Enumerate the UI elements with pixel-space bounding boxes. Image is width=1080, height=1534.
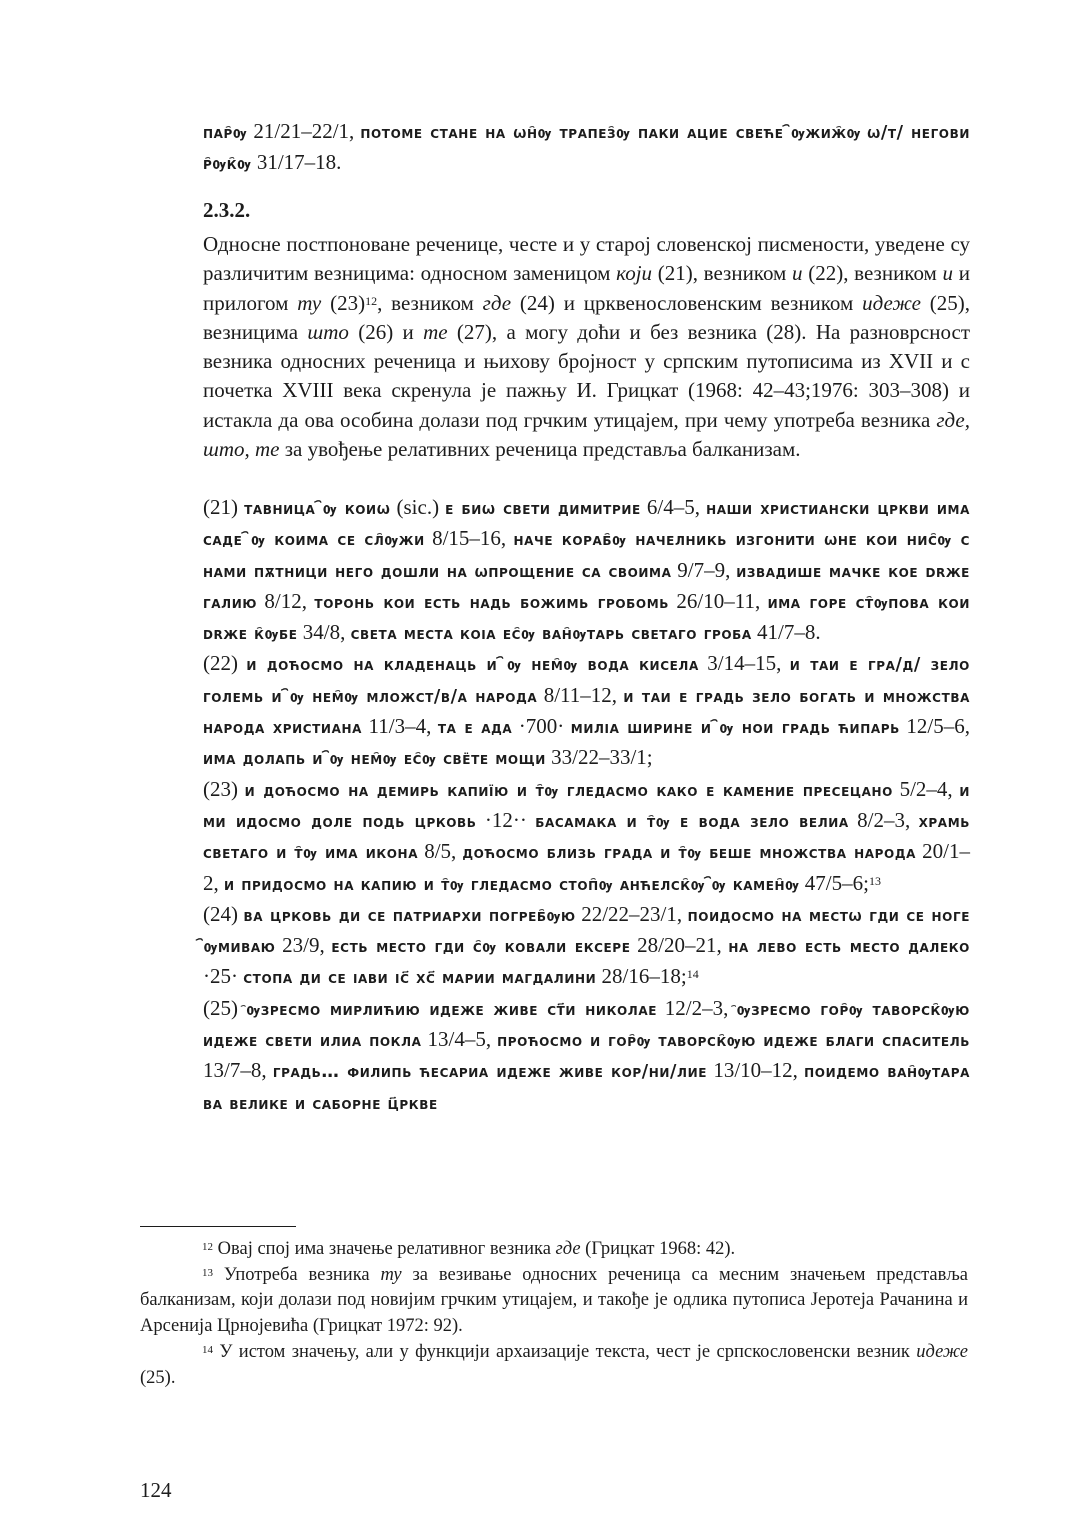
footnote-ref-13: 13 (868, 873, 881, 888)
footnote-ref-14: 14 (686, 967, 699, 982)
example-23: (23) и доћосмо на демирь капиïю и т҄ѹ гледасмо како е камение пресецано 5/2–4, и ми идосмо доле подь црковь ·12·· басамака и т҄ѹ е вода зело велиа 8/2–3, храмь светаго и т҄ѹ има икона 8/5, доћосмо близь града и т҄ѹ беше множства народа 20/1–2, и придосмо на капию и т҄ѹ гледасмо стоп҄ѹ анћелск҄ѹ ҄ѹ камен҄ѹ 47/5–6;$^{13}$ (203, 776, 970, 895)
footnote-13: $^{13}$ Употреба везника ту за везивање односних реченица са месним значењем представља балканизам, који долази под новијим грчким утицајем, и такође је одлика путописа Јеротеја Рачанина и Арсенија Црнојевића (Грицкат 1972: 92). (140, 1264, 968, 1337)
page-number: 124 (140, 1478, 172, 1502)
footnotes (140, 1237, 968, 1391)
body-paragraph: Односне постпоноване реченице, честе и у старој словенској писмености, уведене су различитим везницима: односном заменицом који (21), везником и (22), везником и и прилогом ту $(23)^{12}$, везником где (24) и црквенословенским везником идеже (25), везницима што (26) и те (27), а могу доћи и без везника (28). На разноврсност везника односних реченица и њихову бројност у српским путописима из XVII и с почетка XVIII века скренула је пажњу И. Грицкат (1968: 42–43;1976: 303–308) и истакла да ова особина долази под грчким утицајем, при чему употреба везника где, што, те за увођење релативних реченица представља балканизам. (203, 232, 970, 462)
section-heading: 2.3.2. (203, 198, 251, 222)
footnote-ref-12: 12 (365, 293, 378, 308)
example-21: (21) тавница ҄ѹ коиѡ (sic.) е биѡ свети димитрие 6/4–5, наши христиански цркви има саде ҄ѹ коима се сл҄ѹжи 8/15–16, наче кораб҄ѹ начелникь изгонити ѡне кои нис҄ѹ с нами пѫтници него дошли на ѡпрощение са своима 9/7–9, извадише мачке кое drже галию 8/12, торонь кои есть надь божимь гробомь 26/10–11, има горе ст҄ѹпова кои drже к҄ѹбе 34/8, света места коıа ес҄ѹ ван҄ѹтарь светаго гроба 41/7–8. (203, 495, 970, 645)
examples-list (203, 493, 970, 1119)
footnote-12: $^{12}$ Овај спој има значење релативног везника где (Грицкат 1968: 42). (202, 1239, 736, 1259)
example-22: (22) и доћосмо на кладенаць и ҄ѹ нем҄ѹ вода кисела 3/14–15, и таи е гра/д/ зело големь и ҄ѹ нем҄ѹ мложст/в/а народа 8/11–12, и таи е градь зело богать и множства народа христиана 11/3–4, та е ада ·700· милıа ширине и ҄ѹ нои градь ћипарь 12/5–6, има долапь и ҄ѹ нем҄ѹ ес҄ѹ свёте мощи 33/22–33/1; (203, 651, 970, 770)
example-25: (25) ҄ѹзресмо мирлићию идеже живе ст҃и николае 12/2–3, ҄ѹзресмо гор҄ѹ таворск҄ѹю идеже свети илиа покла 13/4–5, проћосмо и гор҄ѹ таворск҄ѹю идеже благи спаситель 13/7–8, градь… филипь ћесариа идеже живе кор/ни/лие 13/10–12, поидемо ван҄ѹтара ва велике и саборне ц҃ркве (203, 995, 971, 1114)
footnote-14: $^{14}$ У истом значењу, али у функцији архаизације текста, чест је српскословенски везник идеже (25). (140, 1341, 968, 1388)
example-24: (24) ва црковь ди се патриархи погреб҄ѹю 22/22–23/1, поидосмо на местѡ гди се ноге ҄ѹмиваю 23/9, есть место гди с҄ѹ ковали ексере 28/20–21, на лево есть место далеко ·25· стопа ди се ıави іс҃ хс҃ марии магдалини 28/16–18;$^{14}$ (203, 901, 970, 989)
footnote-divider (140, 1226, 296, 1227)
continued-example-text: пар҄ѹ 21/21–22/1, потоме стане на ѡн҄ѹ трапез҄ѹ паки ацие свеће ҄ѹжиж҄ѹ ѡ/т/ негови р҄ѹк҄ѹ 31/17–18. (203, 119, 971, 175)
